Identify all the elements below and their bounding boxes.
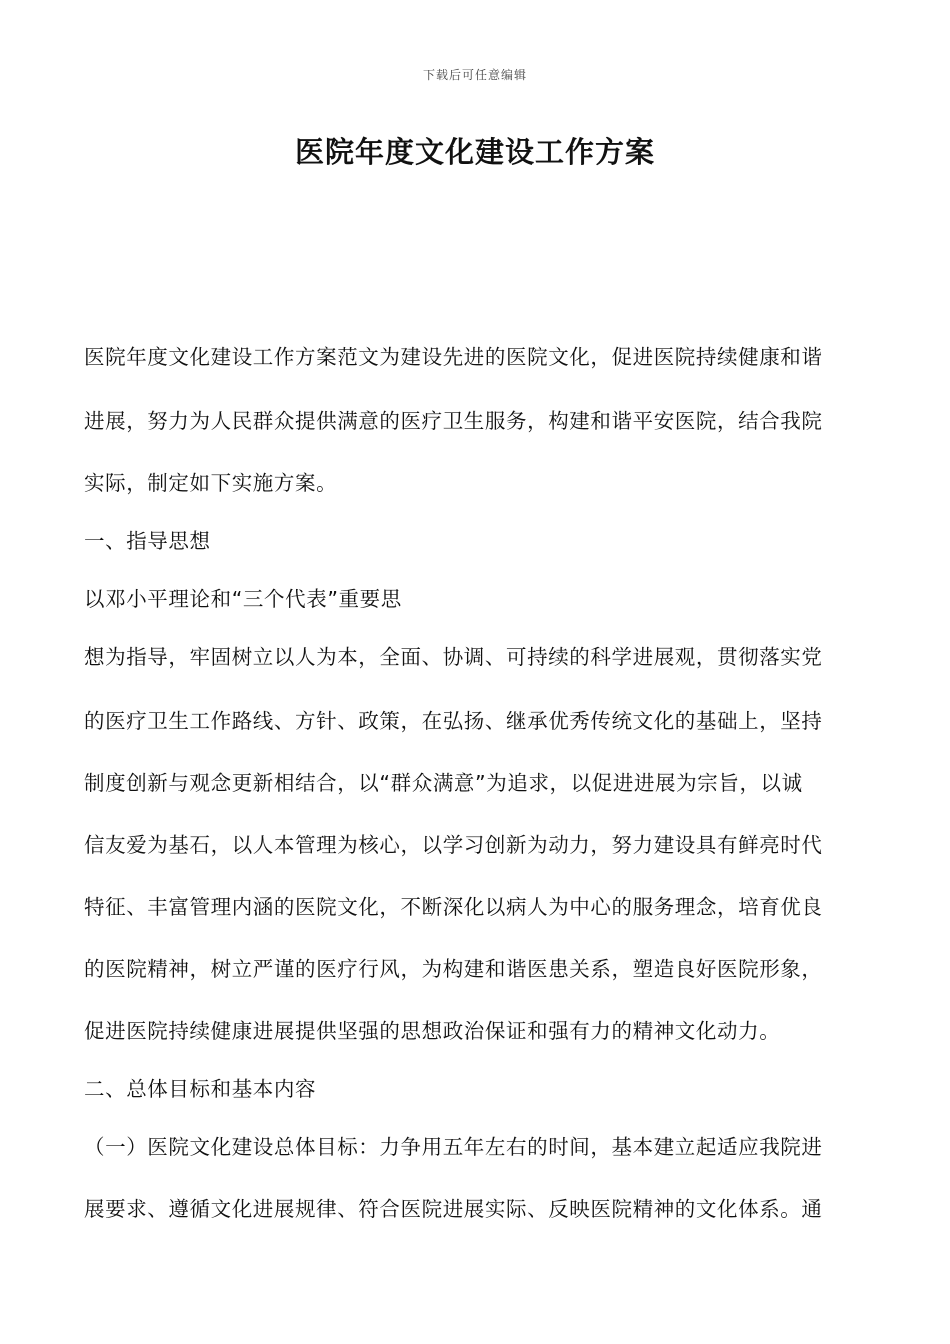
paragraph-line: 信友爱为基石，以人本管理为核心，以学习创新为动力，努力建设具有鲜亮时代 [84, 833, 823, 857]
paragraph-line: 展要求、遵循文化进展规律、符合医院进展实际、反映医院精神的文化体系。通 [84, 1197, 823, 1221]
paragraph-line: 实际，制定如下实施方案。 [84, 471, 338, 495]
paragraph-line: 医院年度文化建设工作方案范文为建设先进的医院文化，促进医院持续健康和谐 [84, 345, 823, 369]
header-note: 下载后可任意编辑 [422, 68, 527, 82]
paragraph-line: 进展，努力为人民群众提供满意的医疗卫生服务，构建和谐平安医院，结合我院 [84, 409, 823, 433]
paragraph-line: 制度创新与观念更新相结合，以“群众满意”为追求，以促进进展为宗旨，以诚 [84, 771, 803, 795]
paragraph-line: 特征、丰富管理内涵的医院文化，不断深化以病人为中心的服务理念，培育优良 [84, 895, 823, 919]
document-title: 医院年度文化建设工作方案 [294, 135, 655, 169]
paragraph-line: 的医院精神，树立严谨的医疗行风，为构建和谐医患关系，塑造良好医院形象， [84, 957, 823, 981]
paragraph-line: 的医疗卫生工作路线、方针、政策，在弘扬、继承优秀传统文化的基础上，坚持 [84, 709, 823, 733]
paragraph-line: 想为指导，牢固树立以人为本，全面、协调、可持续的科学进展观，贯彻落实党 [84, 645, 823, 669]
section-heading: 一、指导思想 [84, 529, 211, 553]
paragraph-line: 以邓小平理论和“三个代表”重要思 [84, 587, 402, 611]
paragraph-line: （一）医院文化建设总体目标：力争用五年左右的时间，基本建立起适应我院进 [84, 1135, 823, 1159]
paragraph-line: 促进医院持续健康进展提供坚强的思想政治保证和强有力的精神文化动力。 [84, 1019, 781, 1043]
section-heading: 二、总体目标和基本内容 [84, 1077, 317, 1101]
